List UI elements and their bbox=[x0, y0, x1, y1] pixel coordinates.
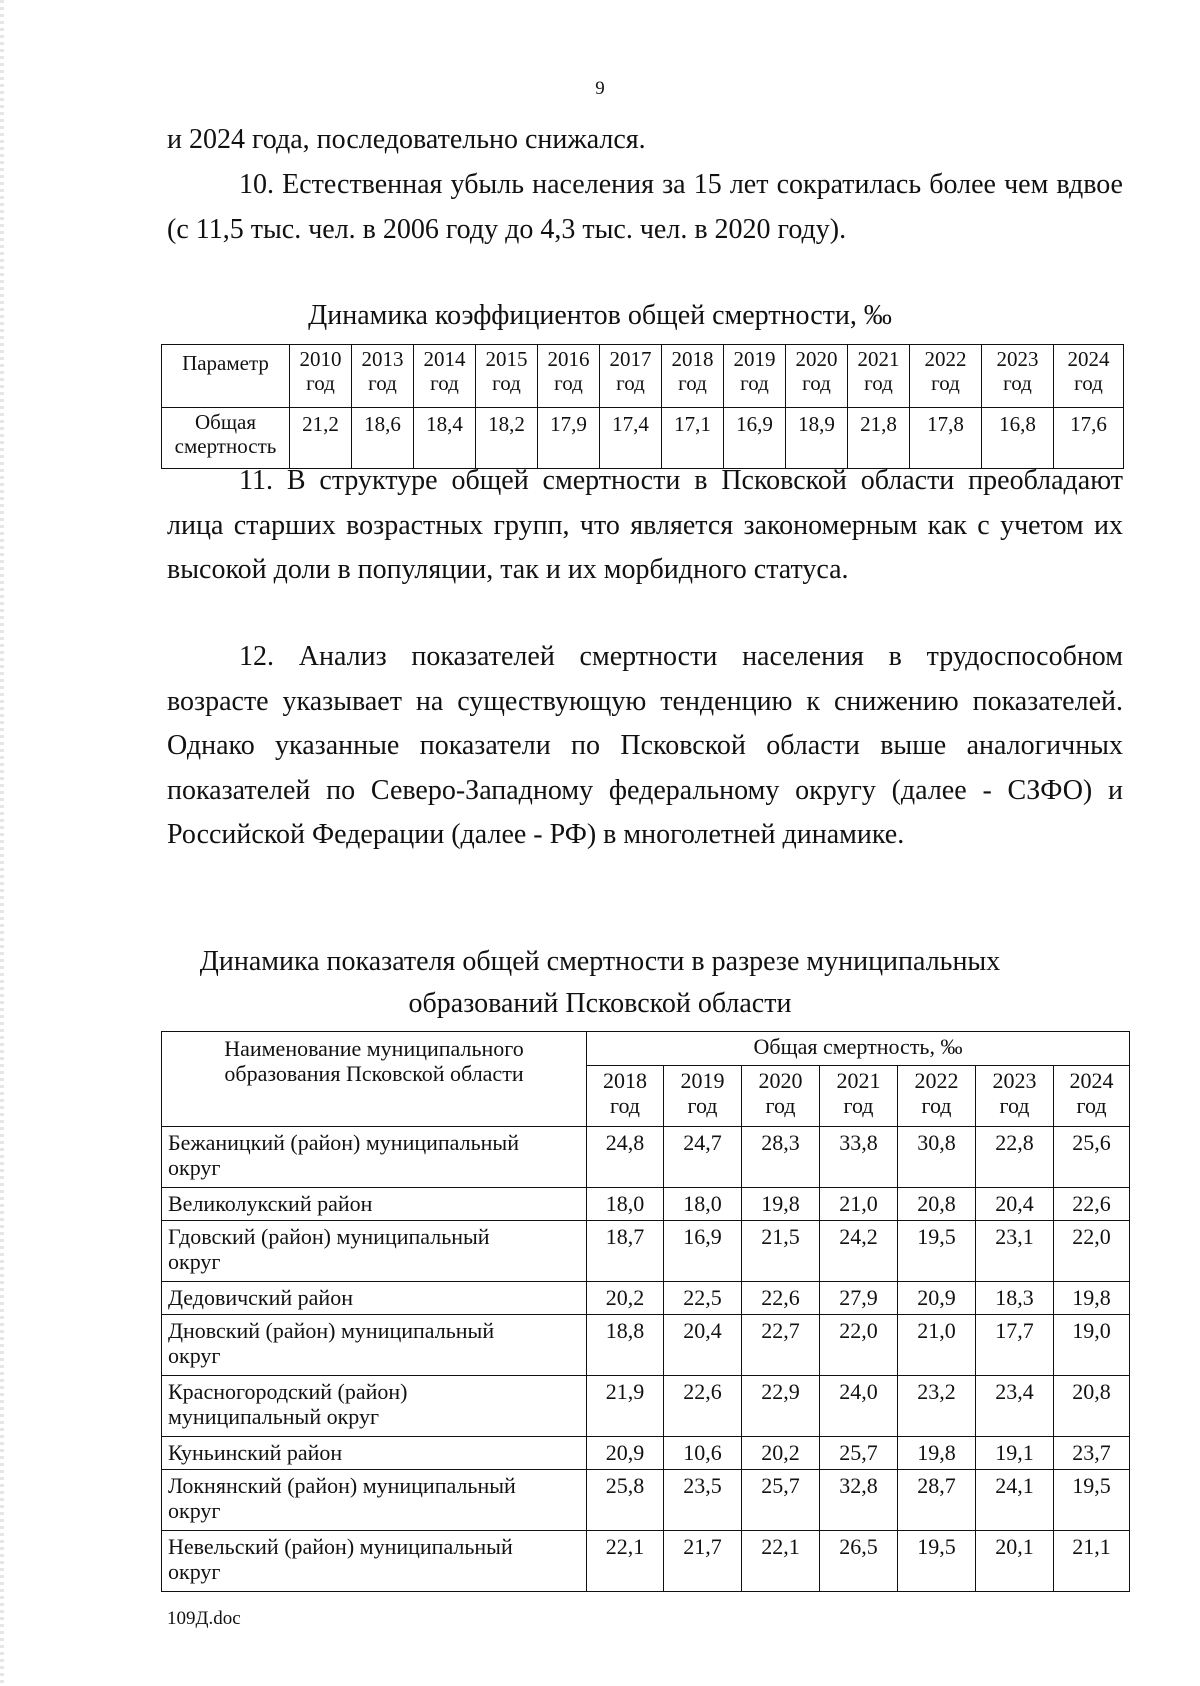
year-label: 2016 bbox=[547, 347, 590, 371]
mortality-value-cell: 19,5 bbox=[898, 1221, 976, 1282]
table-row bbox=[162, 1470, 1130, 1531]
table2-year-header bbox=[898, 1066, 976, 1127]
mortality-value-cell: 21,0 bbox=[898, 1315, 976, 1376]
table2-caption-line2: образований Псковской области bbox=[408, 988, 792, 1019]
mortality-value-cell: 23,5 bbox=[664, 1470, 742, 1531]
year-suffix: год bbox=[843, 1093, 874, 1119]
param-header-label: Параметр bbox=[182, 351, 269, 375]
table1-value-cell: 18,6 bbox=[352, 408, 414, 469]
year-label: 2010 bbox=[299, 347, 342, 371]
mortality-value-cell: 19,8 bbox=[1054, 1282, 1130, 1315]
mortality-value-cell: 20,4 bbox=[664, 1315, 742, 1376]
table1-year-header bbox=[662, 345, 724, 408]
year-label: 2023 bbox=[992, 1068, 1037, 1094]
municipality-name-line2: округ bbox=[168, 1559, 221, 1584]
year-suffix: год bbox=[1003, 371, 1032, 395]
mortality-value-cell: 21,7 bbox=[664, 1531, 742, 1592]
mortality-value-cell: 25,8 bbox=[587, 1470, 664, 1531]
year-label: 2019 bbox=[733, 347, 776, 371]
mortality-value-cell: 23,4 bbox=[976, 1376, 1054, 1437]
table1-year-header bbox=[538, 345, 600, 408]
municipality-name-cell bbox=[162, 1127, 587, 1188]
mortality-value-cell: 22,6 bbox=[664, 1376, 742, 1437]
mortality-value-cell: 24,0 bbox=[820, 1376, 898, 1437]
year-label: 2023 bbox=[996, 347, 1039, 371]
table-row bbox=[162, 1282, 1130, 1315]
table1-year-header bbox=[1054, 345, 1124, 408]
year-suffix: год bbox=[687, 1093, 718, 1119]
mortality-value-cell: 33,8 bbox=[820, 1127, 898, 1188]
year-suffix: год bbox=[1076, 1093, 1107, 1119]
mortality-value-cell: 10,6 bbox=[664, 1437, 742, 1470]
mortality-value-cell: 28,3 bbox=[742, 1127, 820, 1188]
mortality-value-cell: 24,2 bbox=[820, 1221, 898, 1282]
paragraph-10: 10. Естественная убыль населения за 15 лет сократилась более чем вдвое (с 11,5 тыс. чел. в 2006 году до 4,3 тыс. чел. в 2020 году). bbox=[167, 169, 1123, 245]
table2-year-header bbox=[1054, 1066, 1130, 1127]
year-label: 2020 bbox=[758, 1068, 803, 1094]
table1-value-cell: 18,9 bbox=[786, 408, 848, 469]
year-suffix: год bbox=[1074, 371, 1103, 395]
mortality-value-cell: 22,6 bbox=[1054, 1188, 1130, 1221]
year-label: 2022 bbox=[924, 347, 967, 371]
table-row bbox=[162, 1376, 1130, 1437]
municipality-name-line1: Невельский (район) муниципальный bbox=[168, 1534, 513, 1559]
year-label: 2024 bbox=[1069, 1068, 1114, 1094]
mortality-value-cell: 22,1 bbox=[742, 1531, 820, 1592]
table2-year-header bbox=[976, 1066, 1054, 1127]
footer-filename: 109Д.doc bbox=[167, 1608, 241, 1629]
municipality-name-line1: Гдовский (район) муниципальный bbox=[168, 1224, 490, 1249]
mortality-value-cell: 21,1 bbox=[1054, 1531, 1130, 1592]
mortality-value-cell: 21,5 bbox=[742, 1221, 820, 1282]
table1-param-header bbox=[162, 345, 290, 408]
table-row bbox=[162, 1188, 1130, 1221]
municipality-name-cell bbox=[162, 1376, 587, 1437]
year-suffix: год bbox=[999, 1093, 1030, 1119]
mortality-value-cell: 20,8 bbox=[898, 1188, 976, 1221]
municipality-name-line1: Бежаницкий (район) муниципальный bbox=[168, 1130, 519, 1155]
mortality-value-cell: 18,8 bbox=[587, 1315, 664, 1376]
table2-name-header bbox=[162, 1032, 587, 1127]
year-label: 2014 bbox=[423, 347, 466, 371]
table-row bbox=[162, 1315, 1130, 1376]
table2-group-header: Общая смертность, ‰ bbox=[587, 1032, 1130, 1066]
municipal-mortality-table bbox=[161, 1031, 1130, 1592]
year-label: 2018 bbox=[671, 347, 714, 371]
year-suffix: год bbox=[802, 371, 831, 395]
year-label: 2022 bbox=[914, 1068, 959, 1094]
table1-value-cell: 17,9 bbox=[538, 408, 600, 469]
year-label: 2019 bbox=[680, 1068, 725, 1094]
mortality-value-cell: 19,5 bbox=[1054, 1470, 1130, 1531]
mortality-value-cell: 26,5 bbox=[820, 1531, 898, 1592]
municipality-name-line2: округ bbox=[168, 1498, 221, 1523]
municipality-name-line1: Красногородский (район) bbox=[168, 1379, 408, 1404]
row-label-line2: смертность bbox=[174, 434, 277, 458]
table1-value-cell: 16,8 bbox=[982, 408, 1054, 469]
mortality-value-cell: 25,6 bbox=[1054, 1127, 1130, 1188]
table1-year-header bbox=[786, 345, 848, 408]
mortality-value-cell: 18,0 bbox=[587, 1188, 664, 1221]
table1-value-cell: 21,2 bbox=[290, 408, 352, 469]
paragraph-continuation: и 2024 года, последовательно снижался. bbox=[167, 124, 646, 155]
table1-value-cell: 17,4 bbox=[600, 408, 662, 469]
table1-year-header bbox=[414, 345, 476, 408]
mortality-value-cell: 22,0 bbox=[820, 1315, 898, 1376]
mortality-value-cell: 24,8 bbox=[587, 1127, 664, 1188]
table1-year-header bbox=[910, 345, 982, 408]
mortality-value-cell: 19,5 bbox=[898, 1531, 976, 1592]
table1-year-header bbox=[982, 345, 1054, 408]
mortality-value-cell: 20,2 bbox=[587, 1282, 664, 1315]
mortality-value-cell: 22,7 bbox=[742, 1315, 820, 1376]
year-suffix: год bbox=[931, 371, 960, 395]
table1-value-cell: 18,4 bbox=[414, 408, 476, 469]
year-suffix: год bbox=[616, 371, 645, 395]
mortality-value-cell: 20,9 bbox=[587, 1437, 664, 1470]
mortality-value-cell: 17,7 bbox=[976, 1315, 1054, 1376]
year-label: 2013 bbox=[361, 347, 404, 371]
paragraph-12: 12. Анализ показателей смертности населения в трудоспособном возрасте указывает на существующую тенденцию к снижению показателей. Однако указанные показатели по Псковской области выше аналогичных показателей по Северо-Западному федеральному округу (далее - СЗФО) и Российской Федерации (далее - РФ) в многолетней динамике. bbox=[167, 641, 1123, 850]
municipality-name-cell bbox=[162, 1221, 587, 1282]
mortality-value-cell: 20,9 bbox=[898, 1282, 976, 1315]
mortality-value-cell: 20,2 bbox=[742, 1437, 820, 1470]
mortality-value-cell: 18,3 bbox=[976, 1282, 1054, 1315]
municipality-name-cell bbox=[162, 1531, 587, 1592]
table1-year-header bbox=[848, 345, 910, 408]
year-suffix: год bbox=[306, 371, 335, 395]
year-suffix: год bbox=[740, 371, 769, 395]
table1-header-row bbox=[162, 345, 1124, 408]
mortality-value-cell: 24,7 bbox=[664, 1127, 742, 1188]
municipality-name-cell bbox=[162, 1470, 587, 1531]
municipality-name-line1: Локнянский (район) муниципальный bbox=[168, 1473, 516, 1498]
table2-body bbox=[162, 1127, 1130, 1592]
mortality-value-cell: 21,0 bbox=[820, 1188, 898, 1221]
mortality-value-cell: 23,2 bbox=[898, 1376, 976, 1437]
year-suffix: год bbox=[678, 371, 707, 395]
table-row bbox=[162, 1437, 1130, 1470]
table2-year-header bbox=[820, 1066, 898, 1127]
year-label: 2018 bbox=[603, 1068, 647, 1094]
municipality-name-line1: Дедовичский район bbox=[168, 1285, 353, 1310]
paragraph-11: 11. В структуре общей смертности в Псковской области преобладают лица старших возрастных групп, что является закономерным как с учетом их высокой доли в популяции, так и их морбидного статуса. bbox=[167, 465, 1123, 585]
mortality-value-cell: 27,9 bbox=[820, 1282, 898, 1315]
year-label: 2017 bbox=[609, 347, 652, 371]
scan-edge bbox=[0, 0, 4, 1686]
mortality-value-cell: 20,1 bbox=[976, 1531, 1054, 1592]
row-label-line1: Общая bbox=[194, 410, 256, 434]
mortality-value-cell: 28,7 bbox=[898, 1470, 976, 1531]
mortality-value-cell: 20,4 bbox=[976, 1188, 1054, 1221]
mortality-value-cell: 16,9 bbox=[664, 1221, 742, 1282]
municipality-name-line2: округ bbox=[168, 1249, 221, 1274]
municipality-name-cell bbox=[162, 1437, 587, 1470]
mortality-value-cell: 21,9 bbox=[587, 1376, 664, 1437]
table2-header-row-1 bbox=[162, 1032, 1130, 1066]
municipality-name-cell bbox=[162, 1282, 587, 1315]
table1-value-cell: 16,9 bbox=[724, 408, 786, 469]
year-suffix: год bbox=[864, 371, 893, 395]
year-label: 2021 bbox=[836, 1068, 881, 1094]
mortality-value-cell: 22,9 bbox=[742, 1376, 820, 1437]
year-label: 2021 bbox=[857, 347, 900, 371]
year-suffix: год bbox=[554, 371, 583, 395]
table2-caption-line1: Динамика показателя общей смертности в разрезе муниципальных bbox=[199, 946, 1001, 977]
mortality-value-cell: 20,8 bbox=[1054, 1376, 1130, 1437]
municipality-name-line2: муниципальный округ bbox=[168, 1404, 380, 1429]
municipality-name-line1: Куньинский район bbox=[168, 1440, 343, 1465]
year-label: 2015 bbox=[485, 347, 528, 371]
mortality-coefficient-table bbox=[161, 344, 1124, 469]
table-row bbox=[162, 1531, 1130, 1592]
year-suffix: год bbox=[765, 1093, 796, 1119]
mortality-value-cell: 25,7 bbox=[742, 1470, 820, 1531]
municipality-name-line2: округ bbox=[168, 1155, 221, 1180]
table2-year-header bbox=[742, 1066, 820, 1127]
table1-year-header bbox=[724, 345, 786, 408]
year-suffix: год bbox=[368, 371, 397, 395]
mortality-value-cell: 22,5 bbox=[664, 1282, 742, 1315]
municipality-name-cell bbox=[162, 1315, 587, 1376]
table1-caption: Динамика коэффициентов общей смертности, ‰ bbox=[308, 300, 892, 331]
mortality-value-cell: 22,8 bbox=[976, 1127, 1054, 1188]
table2-year-header bbox=[587, 1066, 664, 1127]
table1-year-header bbox=[352, 345, 414, 408]
mortality-value-cell: 19,0 bbox=[1054, 1315, 1130, 1376]
mortality-value-cell: 30,8 bbox=[898, 1127, 976, 1188]
mortality-value-cell: 23,1 bbox=[976, 1221, 1054, 1282]
year-suffix: год bbox=[609, 1093, 641, 1119]
table1-year-header bbox=[290, 345, 352, 408]
year-suffix: год bbox=[430, 371, 459, 395]
year-suffix: год bbox=[492, 371, 521, 395]
table1-value-cell: 17,6 bbox=[1054, 408, 1124, 469]
table2-year-header bbox=[664, 1066, 742, 1127]
table1-value-cell: 17,1 bbox=[662, 408, 724, 469]
mortality-value-cell: 18,0 bbox=[664, 1188, 742, 1221]
page-number: 9 bbox=[595, 78, 605, 99]
table1-year-header bbox=[600, 345, 662, 408]
mortality-value-cell: 19,8 bbox=[898, 1437, 976, 1470]
year-suffix: год bbox=[921, 1093, 952, 1119]
mortality-value-cell: 22,0 bbox=[1054, 1221, 1130, 1282]
year-label: 2024 bbox=[1067, 347, 1110, 371]
table-row bbox=[162, 1127, 1130, 1188]
mortality-value-cell: 19,1 bbox=[976, 1437, 1054, 1470]
mortality-value-cell: 32,8 bbox=[820, 1470, 898, 1531]
mortality-value-cell: 22,6 bbox=[742, 1282, 820, 1315]
mortality-value-cell: 24,1 bbox=[976, 1470, 1054, 1531]
municipality-name-line1: Дновский (район) муниципальный bbox=[168, 1318, 495, 1343]
table1-value-cell: 18,2 bbox=[476, 408, 538, 469]
mortality-value-cell: 25,7 bbox=[820, 1437, 898, 1470]
table1-year-header bbox=[476, 345, 538, 408]
table1-value-cell: 17,8 bbox=[910, 408, 982, 469]
name-header-line2: образования Псковской области bbox=[224, 1061, 524, 1086]
municipality-name-cell bbox=[162, 1188, 587, 1221]
name-header-line1: Наименование муниципального bbox=[224, 1036, 524, 1061]
mortality-value-cell: 22,1 bbox=[587, 1531, 664, 1592]
mortality-value-cell: 18,7 bbox=[587, 1221, 664, 1282]
mortality-value-cell: 23,7 bbox=[1054, 1437, 1130, 1470]
year-label: 2020 bbox=[795, 347, 838, 371]
table-row bbox=[162, 1221, 1130, 1282]
municipality-name-line1: Великолукский район bbox=[168, 1191, 373, 1216]
table1-value-cell: 21,8 bbox=[848, 408, 910, 469]
mortality-value-cell: 19,8 bbox=[742, 1188, 820, 1221]
municipality-name-line2: округ bbox=[168, 1343, 221, 1368]
